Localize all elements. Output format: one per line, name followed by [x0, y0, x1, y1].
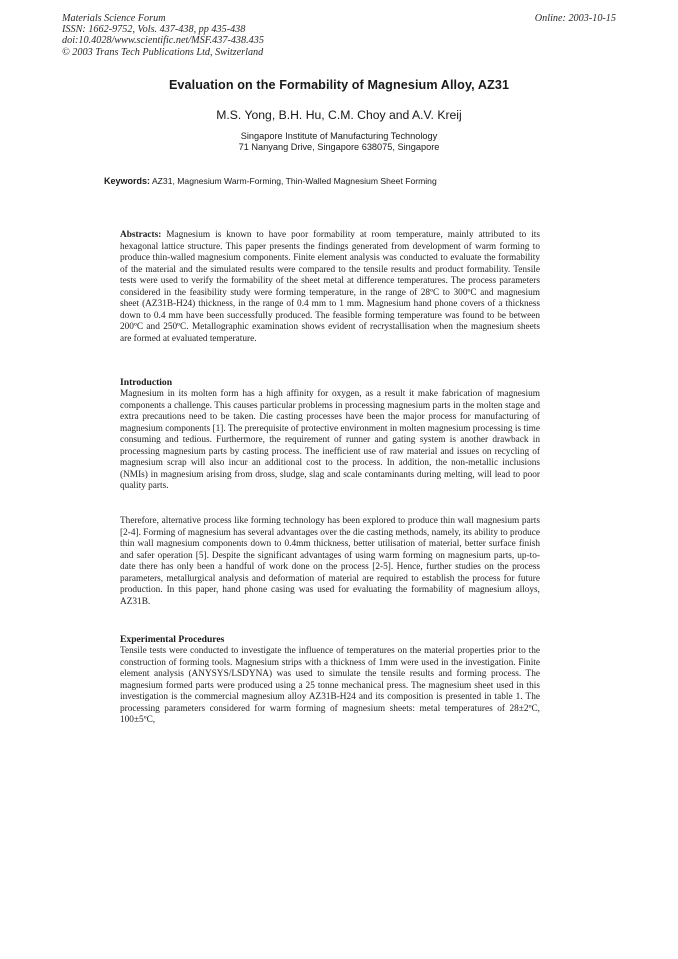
- experimental-heading: Experimental Procedures: [120, 634, 225, 645]
- introduction-text-1: Magnesium in its molten form has a high affinity for oxygen, as a result it make fabrication of magnesium components a challenge. This causes particular problems in processing magnesium parts in the molten stage and extra precautions need to be taken. Die casting processes have been the major process for manufacturing of magnesium components [1]. The prerequisite of protective environment in molten magnesium processing is time consuming and tedious. Furthermore, the requirement of runner and gating system is another drawback in processing magnesium parts by casting process. The inefficient use of raw material and issues on recycling of magnesium scrap will also incur an additional cost to the process. In addition, the non-metallic inclusions (NMIs) in magnesium arising from dross, sludge, slag and scale contaminants during melting, will lead to poor quality parts.: [120, 389, 540, 491]
- introduction-heading: Introduction: [120, 377, 173, 388]
- copyright-line: © 2003 Trans Tech Publications Ltd, Switzerland: [62, 46, 264, 58]
- paper-title: Evaluation on the Formability of Magnesium Alloy, AZ31: [168, 78, 510, 92]
- abstract-text: Magnesium is known to have poor formability at room temperature, mainly attributed to its hexagonal lattice structure. This paper presents the findings generated from development of warm forming to produce thin-walled magnesium components. Finite element analysis was conducted to evaluate the formability of the material and the simulated results were compared to the tensile results and product formability. Tensile tests were used to verify the formability of the sheet metal at difference temperatures. The process parameters considered in the feasibility study were forming temperature, in the range of 28ºC to 300ºC and magnesium sheet (AZ31B-H24) thickness, in the range of 0.4 mm to 1 mm. Magnesium hand phone covers of a thickness down to 0.4 mm have been successfully produced. The feasible forming temperature was found to be between 200ºC and 250ºC. Metallographic examination shows evident of recrystallisation when the magnesium sheets are formed at evaluated temperature.: [120, 230, 540, 344]
- abstract-section: [120, 230, 540, 345]
- experimental-text-1: Tensile tests were conducted to investigate the influence of temperatures on the material properties prior to the construction of forming tools. Magnesium strips with a thickness of 1mm were used in the investigation. Finite element analysis (ANYSYS/LSDYNA) was used to simulate the tensile results and forming process. The magnesium formed parts were produced using a 25 tonne mechanical press. The magnesium sheet used in this investigation is the commercial magnesium alloy AZ31B-H24 and its composition is presented in table 1. The processing parameters considered for warm forming of magnesium sheets: metal temperatures of 28±2ºC, 100±5ºC,: [120, 646, 540, 725]
- publication-metadata: [62, 13, 264, 58]
- paper-authors: M.S. Yong, B.H. Hu, C.M. Choy and A.V. Kreij: [216, 108, 462, 122]
- affiliation-institute: Singapore Institute of Manufacturing Technology: [240, 131, 438, 141]
- affiliation: [0, 131, 678, 154]
- experimental-paragraph-1: [120, 646, 540, 727]
- introduction-paragraph-1: [120, 389, 540, 493]
- keywords: [104, 176, 437, 186]
- keywords-label: Keywords:: [104, 176, 151, 186]
- introduction-text-2: Therefore, alternative process like forming technology has been explored to produce thin wall magnesium parts [2-4]. Forming of magnesium has several advantages over the die casting methods, namely, its ability to produce thin wall magnesium components down to 0.4mm thickness, better utilisation of material, better surface finish and safer operation [5]. Despite the significant advantages of using warm forming on magnesium parts, up-to-date there has only been a handful of work done on the process [2-5]. Hence, further studies on the process parameters, metallurgical analysis and deformation of material are required to establish the process for future production. In this paper, hand phone casing was used for evaluating the formability of magnesium alloys, AZ31B.: [120, 516, 540, 607]
- issn-line: ISSN: 1662-9752, Vols. 437-438, pp 435-438: [62, 24, 246, 36]
- journal-name: Materials Science Forum: [62, 13, 166, 24]
- affiliation-address: 71 Nanyang Drive, Singapore 638075, Singapore: [238, 142, 440, 153]
- introduction-paragraph-2: [120, 516, 540, 608]
- online-date: Online: 2003-10-15: [534, 13, 616, 24]
- keywords-list: AZ31, Magnesium Warm-Forming, Thin-Walled Magnesium Sheet Forming: [151, 176, 437, 186]
- abstract-label: Abstracts:: [120, 230, 162, 240]
- doi-line: doi:10.4028/www.scientific.net/MSF.437-438.435: [62, 35, 264, 47]
